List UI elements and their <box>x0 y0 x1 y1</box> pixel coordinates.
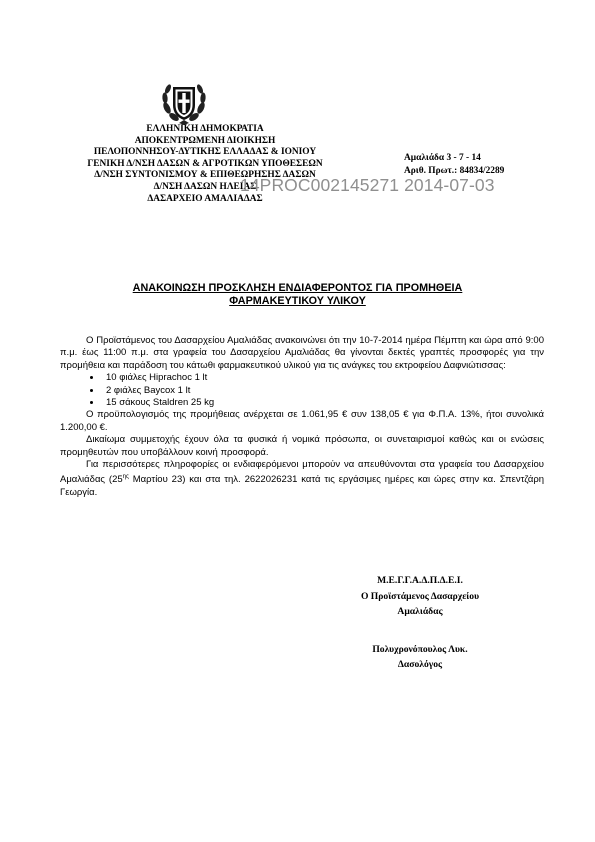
list-item: • 10 φιάλες Hiprachoc 1 lt <box>102 372 544 384</box>
place-date: Αμαλιάδα 3 - 7 - 14 <box>404 153 481 163</box>
signatory-title: Δασολόγος <box>397 659 443 670</box>
list-item: • 2 φιάλες Baycox 1 lt <box>102 385 544 397</box>
budget-paragraph: Ο προϋπολογισμός της προμήθειας ανέρχεται σε 1.061,95 € συν 138,05 € για Φ.Π.Α. 13%, ήτοι συνολικά 1.200,00 €. <box>60 409 544 433</box>
title-line-1: ΑΝΑΚΟΙΝΩΣΗ ΠΡΟΣΚΛΗΣΗ ΕΝΔΙΑΦΕΡΟΝΤΟΣ ΓΙΑ ΠΡΟΜΗΘΕΙΑ <box>132 282 463 294</box>
list-item: • 15 σάκους Staldren 25 kg <box>102 397 544 409</box>
signature-role: Ο Προϊστάμενος Δασαρχείου <box>360 590 480 602</box>
header-line: Δ/ΝΣΗ ΔΑΣΩΝ ΗΛΕΙΑΣ <box>153 181 257 192</box>
ada-watermark: 14PROC002145271 2014-07-03 <box>240 175 495 195</box>
contact-paragraph <box>60 459 544 499</box>
signature-office: Αμαλιάδας <box>397 606 443 617</box>
title-line-2: ΦΑΡΜΑΚΕΥΤΙΚΟΥ ΥΛΙΚΟΥ <box>229 295 366 307</box>
signature-block <box>325 573 515 673</box>
eligibility-paragraph: Δικαίωμα συμμετοχής έχουν όλα τα φυσικά ή νομικά πρόσωπα, οι συνεταιρισμοί καθώς και οι ενώσεις προμηθευτών που υποβάλλουν κοινή προσφορά. <box>60 434 544 458</box>
intro-paragraph: Ο Προϊστάμενος του Δασαρχείου Αμαλιάδας ανακοινώνει ότι την 10-7-2014 ημέρα Πέμπτη και ώρα από 9:00 π.μ. έως 11:00 π.μ. στα γραφεία του Δασαρχείου Αμαλιάδας θα γίνονται δεκτές γραπτές προσφορές για την προμήθεια και παράδοση του κάτωθι φαρμακευτικού υλικού για τις ανάγκες του εκτροφείου Δαφνιώτισσας: <box>60 335 544 371</box>
protocol-number: Αριθ. Πρωτ.: 84834/2289 <box>404 166 505 176</box>
ordinal-suffix: ης <box>122 474 129 481</box>
contact-text-start: Για περισσότερες πληροφορίες οι ενδιαφερόμενοι μπορούν να απευθύνονται στα γραφεία του Δασαρχείου Αμαλιάδας (25 <box>60 459 544 486</box>
header-line: ΔΑΣΑΡΧΕΙΟ ΑΜΑΛΙΑΔΑΣ <box>147 193 263 204</box>
signature-authority: Μ.Ε.Γ.Γ.Α.Δ.Π.Δ.Ε.Ι. <box>377 575 463 586</box>
greek-coat-of-arms-icon <box>159 78 209 128</box>
announcement-title <box>60 282 535 308</box>
header-line: ΑΠΟΚΕΝΤΡΩΜΕΝΗ ΔΙΟΙΚΗΣΗ <box>134 135 276 146</box>
header-line: Δ/ΝΣΗ ΣΥΝΤΟΝΙΣΜΟΥ & ΕΠΙΘΕΩΡΗΣΗΣ ΔΑΣΩΝ <box>94 170 316 181</box>
header-line: ΓΕΝΙΚΗ Δ/ΝΣΗ ΔΑΣΩΝ & ΑΓΡΟΤΙΚΩΝ ΥΠΟΘΕΣΕΩΝ <box>87 158 323 169</box>
item-list <box>60 372 544 409</box>
contact-text-end: Μαρτίου 23) και στα τηλ. 2622026231 κατά τις εργάσιμες ημέρες και ώρες στην κα. Σπεντζάρη Γεωργία. <box>60 474 545 499</box>
signatory-name: Πολυχρονόπουλος Λυκ. <box>372 643 468 655</box>
header-line: ΕΛΛΗΝΙΚΗ ΔΗΜΟΚΡΑΤΙΑ <box>146 124 264 134</box>
announcement-body <box>60 335 544 499</box>
header-line: ΠΕΛΟΠΟΝΝΗΣΟΥ-ΔΥΤΙΚΗΣ ΕΛΛΑΔΑΣ & ΙΟΝΙΟΥ <box>93 147 317 158</box>
